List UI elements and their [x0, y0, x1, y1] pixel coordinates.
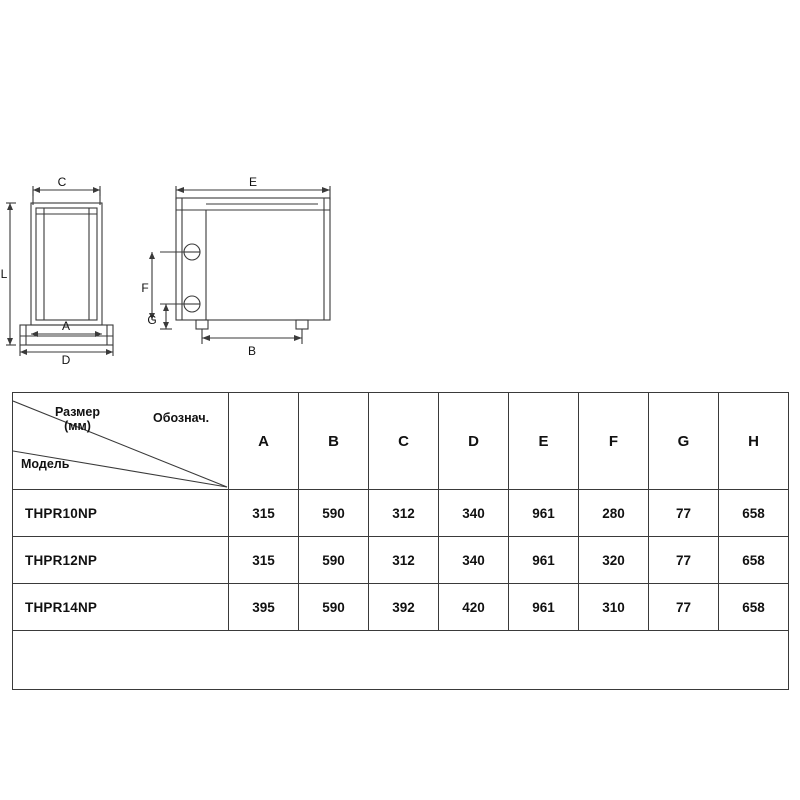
cell-model: THPR14NP — [13, 584, 229, 631]
cell-value-E: 961 — [509, 584, 579, 631]
column-header-A: A — [229, 393, 299, 490]
column-header-C: C — [369, 393, 439, 490]
cell-value-G: 77 — [649, 537, 719, 584]
corner-diagonal-lines — [13, 393, 229, 489]
cell-value-F: 320 — [579, 537, 649, 584]
cell-value-G: 77 — [649, 490, 719, 537]
cell-value-D: 340 — [439, 537, 509, 584]
cell-value-D: 340 — [439, 490, 509, 537]
column-header-F: F — [579, 393, 649, 490]
corner-model-label: Модель — [21, 457, 70, 471]
table-row — [13, 584, 789, 631]
table-header-row — [13, 393, 789, 490]
dim-label-B: B — [247, 344, 257, 358]
column-header-D: D — [439, 393, 509, 490]
cell-value-C: 392 — [369, 584, 439, 631]
table-row — [13, 490, 789, 537]
table-row — [13, 537, 789, 584]
cell-value-B: 590 — [299, 537, 369, 584]
cell-value-E: 961 — [509, 490, 579, 537]
dim-label-A: A — [61, 319, 71, 333]
cell-value-F: 310 — [579, 584, 649, 631]
dim-label-E: E — [248, 175, 258, 189]
front-view — [149, 186, 330, 344]
column-header-H: H — [719, 393, 789, 490]
dim-label-D: D — [61, 353, 71, 367]
table-footer-spacer-row — [13, 631, 789, 690]
specification-table-wrapper — [12, 392, 788, 690]
cell-value-H: 658 — [719, 584, 789, 631]
cell-value-E: 961 — [509, 537, 579, 584]
column-header-G: G — [649, 393, 719, 490]
cell-value-D: 420 — [439, 584, 509, 631]
dim-label-C: C — [57, 175, 67, 189]
specification-table — [12, 392, 789, 690]
table-corner-cell — [13, 393, 229, 490]
cell-value-A: 315 — [229, 490, 299, 537]
cell-value-F: 280 — [579, 490, 649, 537]
cell-value-C: 312 — [369, 490, 439, 537]
technical-drawing — [0, 0, 800, 390]
corner-size-label: Размер (мм) — [55, 405, 101, 434]
dim-label-L: L — [0, 267, 8, 281]
cell-value-H: 658 — [719, 537, 789, 584]
column-header-B: B — [299, 393, 369, 490]
side-view — [6, 186, 113, 356]
column-header-E: E — [509, 393, 579, 490]
cell-value-B: 590 — [299, 490, 369, 537]
cell-value-A: 315 — [229, 537, 299, 584]
dim-label-G: G — [147, 313, 157, 327]
cell-value-A: 395 — [229, 584, 299, 631]
corner-designation-label: Обознач. — [153, 411, 210, 425]
cell-model: THPR12NP — [13, 537, 229, 584]
cell-value-G: 77 — [649, 584, 719, 631]
cell-value-H: 658 — [719, 490, 789, 537]
cell-value-C: 312 — [369, 537, 439, 584]
dim-label-F: F — [141, 281, 149, 295]
drawing-svg — [0, 0, 800, 390]
spacer-cell — [13, 631, 789, 690]
cell-model: THPR10NP — [13, 490, 229, 537]
cell-value-B: 590 — [299, 584, 369, 631]
